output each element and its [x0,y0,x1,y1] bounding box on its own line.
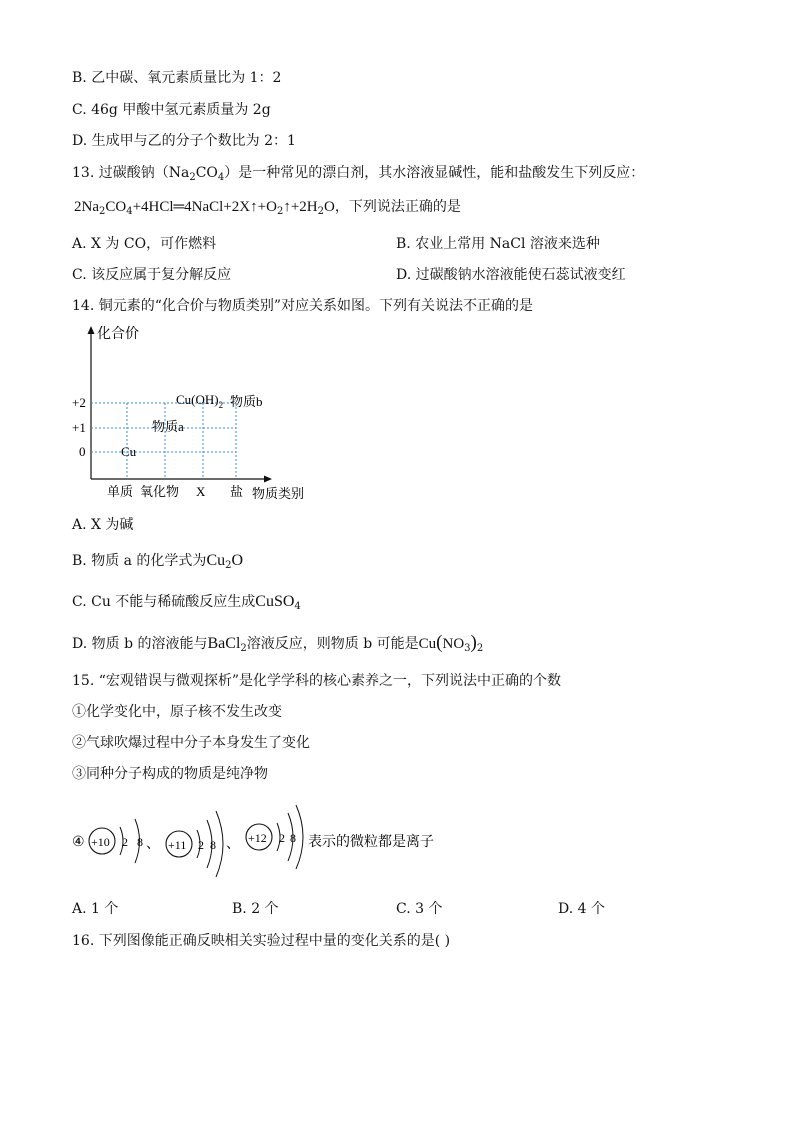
svg-text:+12: +12 [248,831,267,845]
x-label-salt: 盐 [230,484,244,499]
svg-text:2: 2 [279,831,285,845]
q15-option-b: B. 2 个 [232,901,279,917]
q14-option-a: A. X 为碱 [72,517,134,533]
q15-option-d: D. 4 个 [558,901,605,917]
q12-option-c: C. 46g 甲酸中氢元素质量为 2g [72,102,271,118]
y-tick-plus1: +1 [72,420,86,435]
q14-option-c: C. Cu 不能与稀硫酸反应生成CuSO$_4$ [72,593,301,612]
svg-text:2: 2 [198,838,204,852]
y-tick-plus2: +2 [72,395,86,410]
point-label-cuoh2: $Cu(OH)_2$ [176,392,224,410]
q15-option-c: C. 3 个 [396,901,443,917]
q15-statement-3: ③同种分子构成的物质是纯净物 [72,766,268,782]
svg-text:2: 2 [122,835,128,849]
point-label-substance-a: 物质a [152,419,184,434]
q16-stem: 16. 下列图像能正确反映相关实验过程中量的变化关系的是( ) [72,933,451,949]
svg-text:8: 8 [210,838,216,852]
point-label-substance-b: 物质b [230,394,263,409]
q14-option-b: B. 物质 a 的化学式为$Cu_2O$ [72,552,244,571]
q13-option-b: B. 农业上常用 NaCl 溶液来选种 [396,236,600,252]
q13-option-a: A. X 为 CO，可作燃料 [72,236,217,252]
q15-option-a: A. 1 个 [72,901,119,917]
svg-text:8: 8 [137,835,143,849]
q13-option-c: C. 该反应属于复分解反应 [72,267,232,283]
q13-option-d: D. 过碳酸钠水溶液能使石蕊试液变红 [396,267,626,283]
q14-stem: 14. 铜元素的“化合价与物质类别”对应关系如图。下列有关说法不正确的是 [72,298,534,314]
q15-statement-2: ②气球吹爆过程中分子本身发生了变化 [72,735,310,751]
x-axis-title: 物质类别 [252,486,305,501]
atom-structure-plus11 [166,811,223,877]
svg-text:8: 8 [290,831,296,845]
q15-stem: 15. “宏观错误与微观探析”是化学学科的核心素养之一，下列说法中正确的个数 [72,673,562,689]
x-label-x: X [196,484,206,499]
y-axis-title: 化合价 [97,327,139,342]
q13-equation: $2Na_2CO_4+4HCl═4NaCl+2X↑+O_2↑+2H_2O$，下列说法正确的是 [74,199,461,217]
q15-statement-1: ①化学变化中，原子核不发生改变 [72,704,282,720]
dotted-gridlines [91,403,236,479]
separator-1: 、 [146,837,160,852]
q15-statement-4-structures [70,803,450,883]
separator-2: 、 [226,837,240,852]
atom-structure-plus10 [89,819,143,863]
point-label-cu: Cu [121,444,137,459]
q12-option-d: D. 生成甲与乙的分子个数比为 2：1 [72,133,296,149]
y-tick-zero: 0 [79,444,86,459]
q13-stem: 13. 过碳酸钠$(Na_2CO_4)$是一种常见的漂白剂，其水溶液显碱性，能和盐酸发生下列反应： [72,165,645,183]
svg-text:+10: +10 [91,835,110,849]
statement-4-text: 表示的微粒都是离子 [308,835,434,850]
svg-text:+11: +11 [168,838,187,852]
statement-4-mark: ④ [72,835,85,850]
valence-category-graph [68,324,328,502]
y-axis-arrow [88,326,95,334]
x-label-oxide: 氧化物 [140,484,180,499]
q14-option-d: D. 物质 b 的溶液能与BaCl$_2$溶液反应，则物质 b 可能是$Cu(NO_3)_2$ [72,632,484,654]
q12-option-b: B. 乙中碳、氧元素质量比为 1：2 [72,70,282,86]
atom-structure-plus12 [246,805,303,869]
x-label-element: 单质 [107,484,134,499]
x-axis-arrow [264,476,272,483]
